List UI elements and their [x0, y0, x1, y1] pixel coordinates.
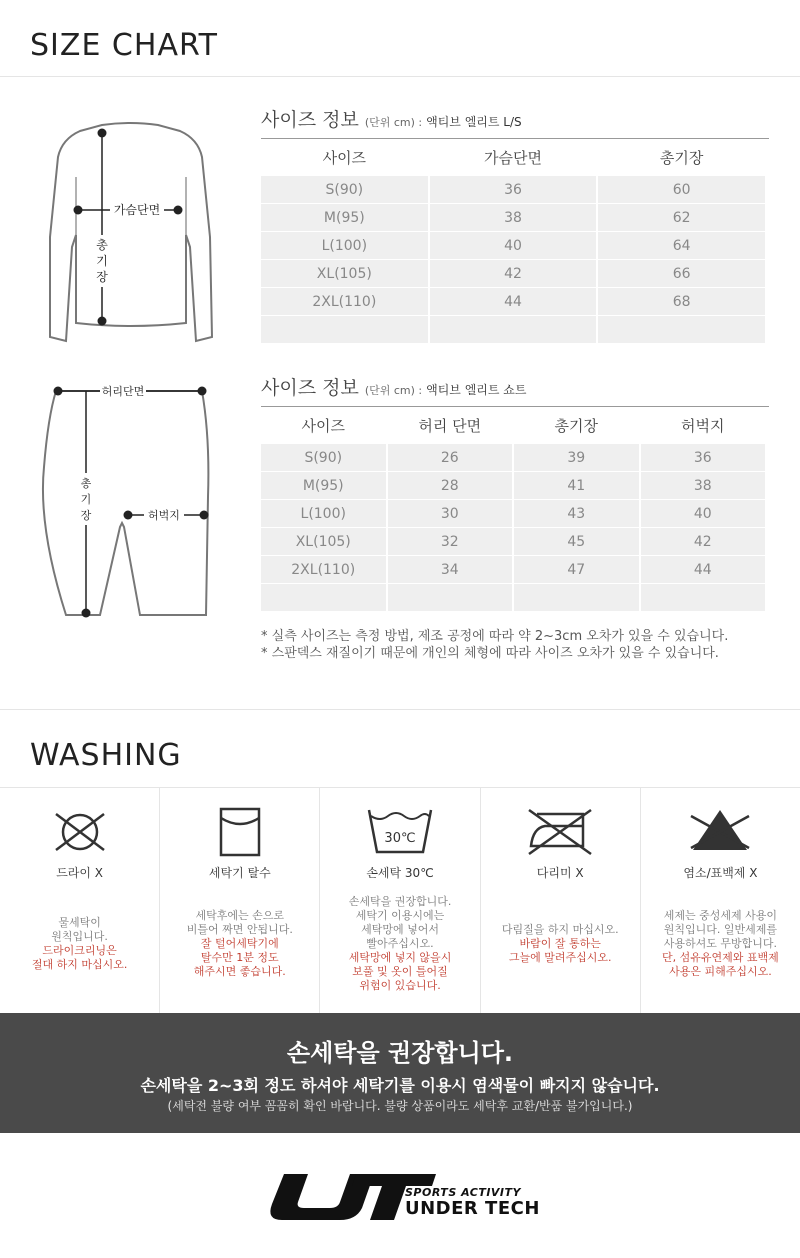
wash-desc-line: 물세탁이 — [58, 916, 101, 929]
table-cell: 60 — [598, 175, 765, 203]
table-cell: 38 — [641, 471, 766, 499]
table-cell: 42 — [430, 259, 597, 287]
pants-length-label-1: 총 — [80, 477, 92, 490]
no-bleach-icon — [685, 806, 755, 858]
pants-column-header: 총기장 — [554, 416, 598, 435]
table-cell: 32 — [388, 527, 513, 555]
table-cell: 47 — [514, 555, 639, 583]
pants-length-label-3: 장 — [80, 509, 92, 522]
table-cell: 64 — [598, 231, 765, 259]
table-row — [261, 499, 765, 527]
pants-product-name: 액티브 엘리트 쇼트 — [426, 383, 527, 397]
table-cell: 44 — [641, 555, 766, 583]
no-spin-icon — [210, 806, 270, 858]
banner-note: (세탁전 불량 여부 꼼꼼히 확인 바랍니다. 불량 상품이라도 세탁후 교환/반품 불가입니다.) — [167, 1099, 633, 1113]
table-row — [261, 443, 765, 471]
shirt-size-table — [259, 139, 767, 343]
table-row — [261, 203, 765, 231]
shirt-info-heading — [261, 105, 769, 139]
banner-subline: 손세탁을 2~3회 정도 하셔야 세탁기를 이용시 염색물이 빠지지 않습니다. — [140, 1076, 660, 1095]
table-cell: XL(105) — [261, 527, 386, 555]
wash-item-iron — [481, 788, 641, 1013]
wash-desc-line: 다림질을 하지 마십시오. — [501, 923, 619, 936]
wash-desc-line: 빨아주십시오. — [366, 937, 434, 950]
pants-info-heading — [261, 373, 769, 407]
table-cell — [598, 315, 765, 343]
wash-label-iron: 다리미 X — [536, 866, 584, 880]
wash-warning-line: 단, 섬유유연제와 표백제 — [662, 951, 779, 964]
table-cell: 2XL(110) — [261, 555, 386, 583]
pants-diagram — [30, 377, 230, 627]
table-cell: M(95) — [261, 471, 386, 499]
shirt-size-info — [261, 105, 769, 343]
table-cell: L(100) — [261, 499, 386, 527]
wash-warning-line: 잘 털어세탁기에 — [200, 937, 279, 950]
pants-column-header: 허리 단면 — [418, 416, 482, 435]
shirt-column-header: 가슴단면 — [484, 148, 542, 167]
wash-desc-line: 세탁망에 넣어서 — [361, 923, 439, 936]
wash-warning-line: 탈수만 1분 정도 — [200, 951, 279, 964]
wash-warning-line: 그늘에 말려주십시오. — [508, 951, 612, 964]
wash-warning-line: 절대 하지 마십시오. — [31, 958, 128, 971]
table-cell: 66 — [598, 259, 765, 287]
table-cell: S(90) — [261, 443, 386, 471]
table-cell: 62 — [598, 203, 765, 231]
shirt-product-name: 액티브 엘리트 L/S — [426, 115, 522, 129]
wash-warning-line: 세탁망에 넣지 않을시 — [348, 951, 452, 964]
wash-desc-iron — [481, 923, 640, 965]
table-cell: 36 — [430, 175, 597, 203]
wash-desc-line: 원칙입니다. — [51, 930, 108, 943]
wash-warning-line: 위험이 있습니다. — [359, 979, 441, 992]
table-cell — [430, 315, 597, 343]
wash-warning-line: 보풀 및 옷이 틀어질 — [352, 965, 448, 978]
wash-desc-line: 세탁후에는 손으로 — [195, 909, 285, 922]
table-cell: XL(105) — [261, 259, 428, 287]
table-row — [261, 231, 765, 259]
table-cell: 68 — [598, 287, 765, 315]
table-row — [261, 315, 765, 343]
shirt-heading-text: 사이즈 정보 — [261, 109, 359, 131]
table-cell: 45 — [514, 527, 639, 555]
wash-desc-line: 세제는 중성세제 사용이 — [663, 909, 778, 922]
table-cell — [261, 583, 386, 611]
table-cell: 43 — [514, 499, 639, 527]
washing-panel — [0, 787, 800, 1013]
hand-wash-banner — [0, 1013, 800, 1133]
table-cell: 39 — [514, 443, 639, 471]
table-row — [261, 175, 765, 203]
table-cell: 26 — [388, 443, 513, 471]
wash-item-dry-clean — [0, 788, 160, 1013]
size-chart-title: SIZE CHART — [30, 28, 218, 63]
table-row — [261, 287, 765, 315]
shirt-chest-label: 가슴단면 — [113, 203, 161, 217]
wash-desc-dry-clean — [0, 916, 159, 972]
shirt-length-label-3: 장 — [96, 270, 108, 284]
no-iron-icon — [525, 806, 595, 858]
shirt-diagram — [30, 117, 230, 347]
hand-wash-temp: 30℃ — [384, 831, 416, 846]
table-cell: 41 — [514, 471, 639, 499]
wash-desc-line: 세탁기 이용시에는 — [355, 909, 445, 922]
hand-wash-icon — [365, 806, 435, 858]
wash-label-spin: 세탁기 탈수 — [208, 866, 271, 880]
wash-warning-line: 드라이크리닝은 — [42, 944, 117, 957]
table-row — [261, 527, 765, 555]
brand-tagline: SPORTS ACTIVITY — [405, 1186, 521, 1199]
size-note-2: * 스판덱스 재질이기 때문에 개인의 체형에 따라 사이즈 오차가 있을 수 있습니다. — [261, 646, 719, 661]
pants-size-table — [259, 407, 767, 611]
size-notes — [261, 628, 728, 662]
table-cell: M(95) — [261, 203, 428, 231]
table-cell — [388, 583, 513, 611]
shirt-length-label-2: 기 — [96, 254, 108, 268]
shirt-column-header: 총기장 — [659, 148, 704, 167]
pants-waist-label: 허리단면 — [101, 385, 145, 398]
brand-name: UNDER TECH — [405, 1198, 540, 1219]
wash-desc-line: 손세탁을 권장합니다. — [348, 895, 452, 908]
table-cell: 2XL(110) — [261, 287, 428, 315]
pants-column-header: 허벅지 — [681, 416, 725, 435]
wash-item-hand-wash — [320, 788, 480, 1013]
wash-desc-spin — [160, 909, 319, 979]
wash-desc-line: 비틀어 짜면 안됩니다. — [186, 923, 293, 936]
table-cell — [514, 583, 639, 611]
table-row — [261, 555, 765, 583]
wash-label-hand-wash: 손세탁 30℃ — [366, 866, 434, 880]
shirt-unit-text: (단위 cm) : — [364, 116, 423, 129]
pants-heading-text: 사이즈 정보 — [261, 377, 359, 399]
wash-warning-line: 바람이 잘 통하는 — [519, 937, 601, 950]
table-cell: 28 — [388, 471, 513, 499]
table-cell: 40 — [430, 231, 597, 259]
shirt-column-header: 사이즈 — [322, 148, 367, 167]
washing-title: WASHING — [30, 738, 182, 773]
wash-label-dry-clean: 드라이 X — [56, 866, 103, 880]
table-cell: 42 — [641, 527, 766, 555]
table-cell: 40 — [641, 499, 766, 527]
wash-item-spin — [160, 788, 320, 1013]
table-cell — [641, 583, 766, 611]
wash-item-bleach — [641, 788, 800, 1013]
pants-length-label-2: 기 — [80, 493, 92, 506]
table-cell: 36 — [641, 443, 766, 471]
table-row — [261, 471, 765, 499]
wash-desc-bleach — [641, 909, 800, 979]
pants-size-info — [261, 373, 769, 611]
table-cell: 38 — [430, 203, 597, 231]
pants-thigh-label: 허벅지 — [148, 509, 180, 522]
pants-column-header: 사이즈 — [301, 416, 345, 435]
wash-warning-line: 사용은 피해주십시오. — [669, 965, 772, 978]
shirt-length-label-1: 총 — [96, 238, 108, 252]
no-dry-clean-icon — [50, 806, 110, 858]
pants-unit-text: (단위 cm) : — [364, 384, 423, 397]
wash-label-bleach: 염소/표백제 X — [683, 866, 758, 880]
wash-desc-hand-wash — [320, 895, 479, 993]
table-cell: S(90) — [261, 175, 428, 203]
banner-headline: 손세탁을 권장합니다. — [286, 1039, 514, 1067]
table-row — [261, 583, 765, 611]
wash-desc-line: 사용하셔도 무방합니다. — [663, 937, 778, 950]
table-cell: 34 — [388, 555, 513, 583]
size-note-1: * 실측 사이즈는 측정 방법, 제조 공정에 따라 약 2~3cm 오차가 있을 수 있습니다. — [261, 629, 729, 644]
wash-desc-line: 원칙입니다. 일반세제를 — [663, 923, 778, 936]
table-cell — [261, 315, 428, 343]
table-cell: 44 — [430, 287, 597, 315]
size-chart-panel — [0, 76, 800, 710]
wash-warning-line: 해주시면 좋습니다. — [193, 965, 286, 978]
table-row — [261, 259, 765, 287]
table-cell: 30 — [388, 499, 513, 527]
table-cell: L(100) — [261, 231, 428, 259]
